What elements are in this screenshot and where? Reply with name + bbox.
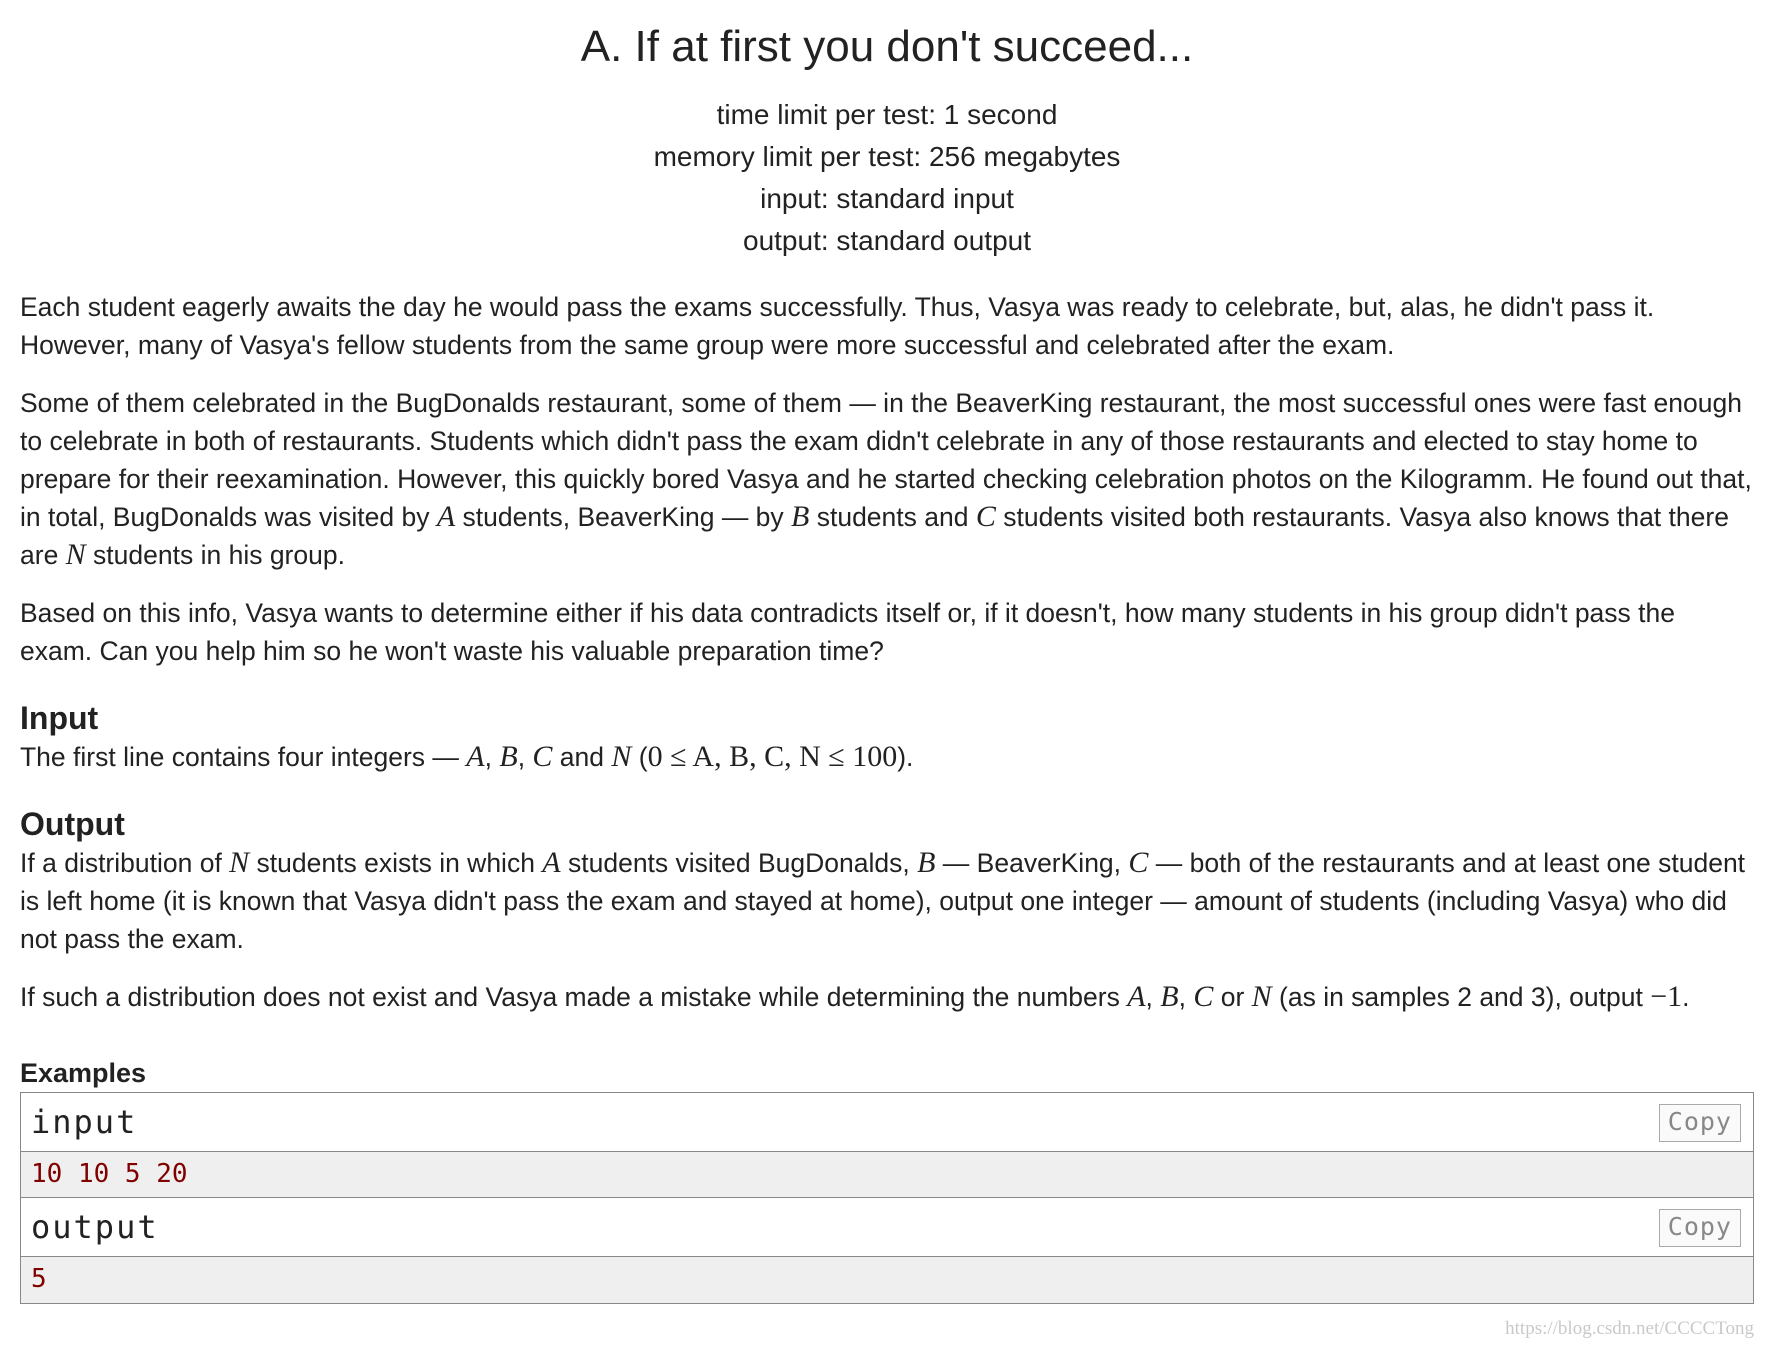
examples-section bbox=[20, 1054, 1754, 1304]
example-input-title bbox=[21, 1093, 1753, 1152]
statement-paragraph-2: Some of them celebrated in the BugDonalds restaurant, some of them — in the BeaverKing restaurant, the most successful ones were fast enough to celebrate in both of restaurants. Students which didn't pass the exam didn't celebrate in any of those restaurants and elected to stay home to prepare for their reexamination. However, this quickly bored Vasya and he started checking celebration photos on the Kilogramm. He found out that, in total, BugDonalds was visited by A students, BeaverKing — by B students and C students visited both restaurants. Vasya also knows that there are N students in his group. bbox=[20, 388, 1752, 571]
input-heading: Input bbox=[20, 700, 99, 736]
example-input-label: input bbox=[31, 1103, 138, 1141]
example-output-title bbox=[21, 1198, 1753, 1257]
example-box bbox=[20, 1092, 1754, 1304]
copy-output-button[interactable]: Copy bbox=[1659, 1209, 1741, 1247]
examples-heading: Examples bbox=[20, 1058, 147, 1088]
output-section bbox=[20, 804, 1754, 1016]
output-heading: Output bbox=[20, 806, 125, 842]
problem-title: A. If at first you don't succeed... bbox=[580, 22, 1194, 71]
output-spec: output: standard output bbox=[743, 225, 1031, 256]
statement-paragraph-3: Based on this info, Vasya wants to determine either if his data contradicts itself or, if it doesn't, how many students in his group didn't pass the exam. Can you help him so he won't waste his valuable preparation time? bbox=[20, 598, 1675, 666]
input-section bbox=[20, 698, 1754, 776]
output-paragraph-1: If a distribution of N students exists in which A students visited BugDonalds, B — BeaverKing, C — both of the restaurants and at least one student is left home (it is known that Vasya didn't pass the exam and stayed at home), output one integer — amount of students (including Vasya) who did not pass the exam. bbox=[20, 846, 1746, 954]
output-paragraph-2: If such a distribution does not exist and Vasya made a mistake while determining the numbers A, B, C or N (as in samples 2 and 3), output −1. bbox=[20, 980, 1690, 1013]
problem-limits bbox=[20, 94, 1754, 262]
problem-page bbox=[20, 0, 1754, 1304]
input-text: The first line contains four integers — A, B, C and N (0 ≤ A, B, C, N ≤ 100). bbox=[20, 740, 914, 773]
example-output-value: 5 bbox=[21, 1257, 1753, 1303]
example-output-label: output bbox=[31, 1208, 159, 1246]
memory-limit: memory limit per test: 256 megabytes bbox=[653, 141, 1121, 172]
time-limit: time limit per test: 1 second bbox=[716, 99, 1058, 130]
copy-input-button[interactable]: Copy bbox=[1659, 1104, 1741, 1142]
example-input-value: 10 10 5 20 bbox=[21, 1152, 1753, 1198]
watermark: https://blog.csdn.net/CCCCTong bbox=[1505, 1318, 1754, 1339]
input-spec: input: standard input bbox=[760, 183, 1014, 214]
statement-paragraph-1: Each student eagerly awaits the day he would pass the exams successfully. Thus, Vasya was ready to celebrate, but, alas, he didn't pass it. However, many of Vasya's fellow students from the same group were more successful and celebrated after the exam. bbox=[20, 292, 1655, 360]
